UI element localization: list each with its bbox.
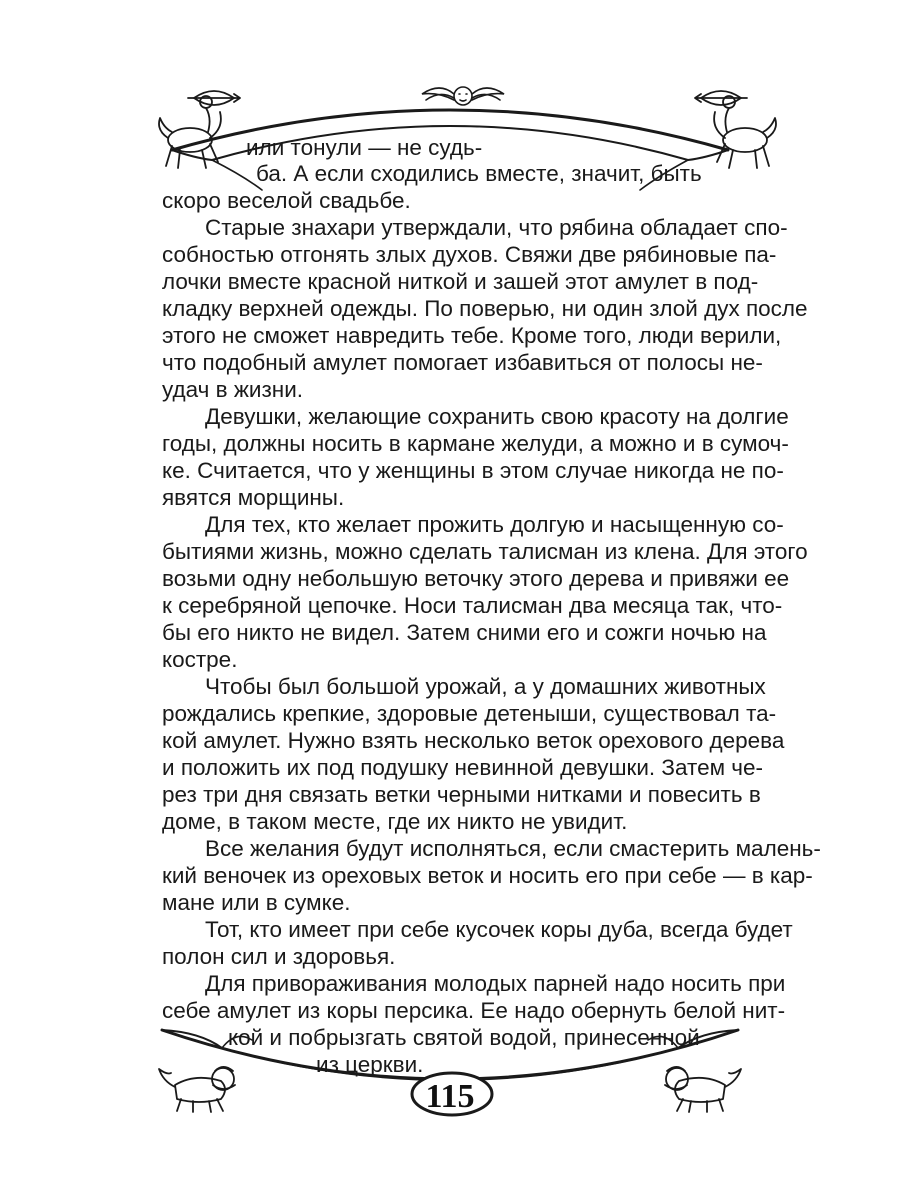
text-line: Все желания будут исполняться, если смастерить малень- bbox=[205, 836, 821, 861]
text-line: и положить их под подушку невинной девушки. Затем че- bbox=[162, 755, 764, 780]
text-line: доме, в таком месте, где их никто не увидит. bbox=[162, 809, 628, 834]
text-line: себе амулет из коры персика. Ее надо обернуть белой нит- bbox=[162, 998, 786, 1023]
text-line: Тот, кто имеет при себе кусочек коры дуба, всегда будет bbox=[205, 917, 793, 942]
text-line: скоро веселой свадьбе. bbox=[162, 188, 411, 213]
text-line: Девушки, желающие сохранить свою красоту на долгие bbox=[205, 404, 789, 429]
text-line: полон сил и здоровья. bbox=[162, 944, 396, 969]
text-line: бытиями жизнь, можно сделать талисман из клена. Для этого bbox=[162, 539, 808, 564]
text-line: Старые знахари утверждали, что рябина обладает спо- bbox=[205, 215, 788, 240]
text-line: этого не сможет навредить тебе. Кроме того, люди верили, bbox=[162, 323, 782, 348]
text-line: или тонули — не судь- bbox=[246, 135, 483, 160]
text-line: к серебряной цепочке. Носи талисман два месяца так, что- bbox=[162, 593, 783, 618]
text-line: Для тех, кто желает прожить долгую и насыщенную со- bbox=[205, 512, 784, 537]
text-line: что подобный амулет помогает избавиться от полосы не- bbox=[162, 350, 763, 375]
text-line: годы, должны носить в кармане желуди, а можно и в сумоч- bbox=[162, 431, 789, 456]
text-line: собностью отгонять злых духов. Свяжи две рябиновые па- bbox=[162, 242, 777, 267]
text-line: мане или в сумке. bbox=[162, 890, 351, 915]
text-line: ба. А если сходились вместе, значит, быть bbox=[256, 161, 702, 186]
sagittarius-archer-icon bbox=[690, 78, 785, 173]
text-line: кой амулет. Нужно взять несколько веток орехового дерева bbox=[162, 728, 785, 753]
text-line: бы его никто не видел. Затем сними его и сожги ночью на bbox=[162, 620, 767, 645]
sagittarius-archer-icon bbox=[150, 78, 245, 173]
text-line: из церкви. bbox=[316, 1052, 424, 1077]
text-line: возьми одну небольшую веточку этого дерева и привяжи ее bbox=[162, 566, 790, 591]
text-line: костре. bbox=[162, 647, 238, 672]
text-line: удач в жизни. bbox=[162, 377, 304, 402]
text-line: Для привораживания молодых парней надо носить при bbox=[205, 971, 786, 996]
text-line: кой и побрызгать святой водой, принесенной bbox=[228, 1025, 700, 1050]
text-line: явятся морщины. bbox=[162, 485, 345, 510]
text-line: кладку верхней одежды. По поверью, ни один злой дух после bbox=[162, 296, 808, 321]
text-line: лочки вместе красной ниткой и зашей этот амулет в под- bbox=[162, 269, 759, 294]
text-line: Чтобы был большой урожай, а у домашних животных bbox=[205, 674, 766, 699]
text-line: ке. Считается, что у женщины в этом случае никогда не по- bbox=[162, 458, 784, 483]
winged-cherub-icon bbox=[418, 80, 508, 112]
text-line: кий веночек из ореховых веток и носить его при себе — в кар- bbox=[162, 863, 813, 888]
text-line: рез три дня связать ветки черными нитками и повесить в bbox=[162, 782, 761, 807]
text-line: рождались крепкие, здоровые детеныши, существовал та- bbox=[162, 701, 777, 726]
page-number: 115 bbox=[425, 1078, 475, 1115]
